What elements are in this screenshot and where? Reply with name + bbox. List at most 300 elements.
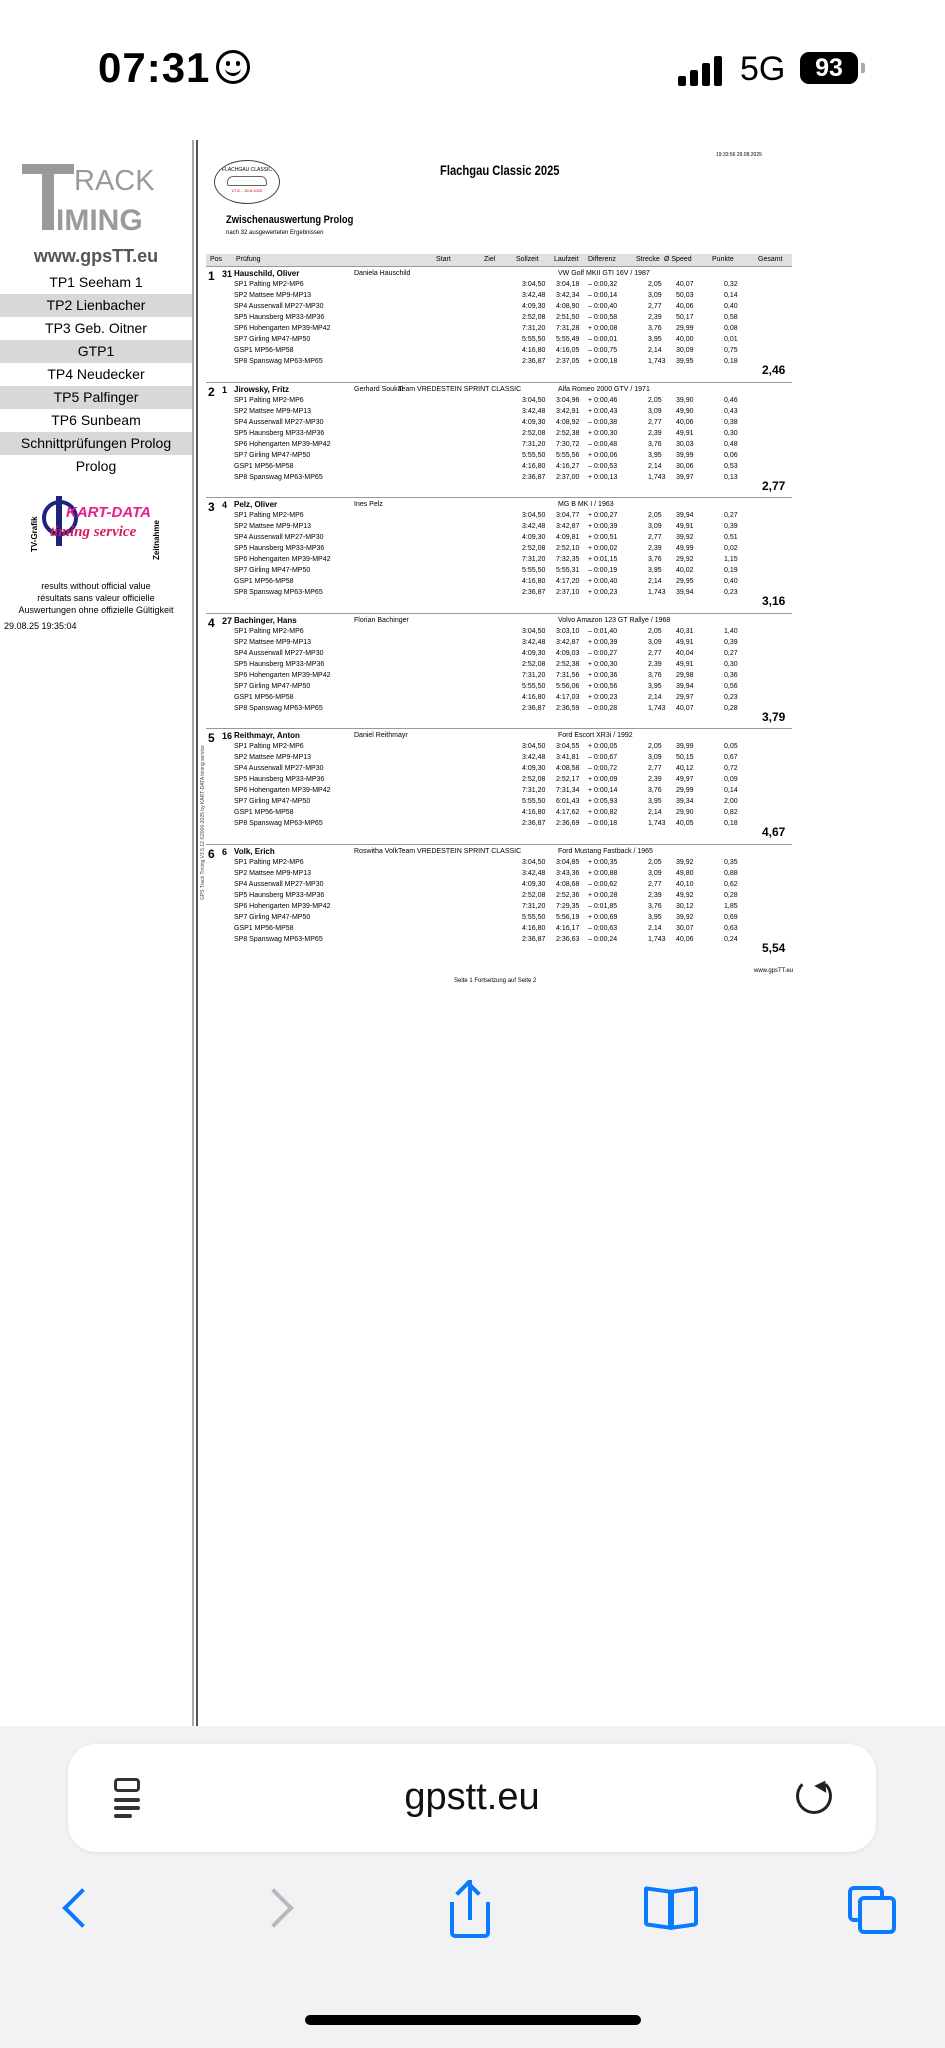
distance: 2,77 bbox=[648, 534, 662, 541]
run-time: 3:43,36 bbox=[556, 870, 580, 877]
avg-speed: 39,94 bbox=[676, 683, 694, 690]
difference: + 0:00,88 bbox=[588, 870, 618, 877]
entry-position: 1 bbox=[208, 269, 215, 283]
codriver-name: Daniel Reithmayr bbox=[354, 732, 408, 739]
clock: 07:31 bbox=[98, 44, 250, 92]
target-time: 2:52,08 bbox=[522, 776, 546, 783]
target-time: 2:36,87 bbox=[522, 358, 546, 365]
stage-name: SP7 Girling MP47-MP50 bbox=[234, 452, 311, 459]
avg-speed: 29,92 bbox=[676, 556, 694, 563]
note-line: Auswertungen ohne offizielle Gültigkeit bbox=[18, 605, 174, 615]
stage-name: GSP1 MP56-MP58 bbox=[234, 463, 294, 470]
stage-name: SP2 Mattsee MP9-MP13 bbox=[234, 639, 312, 646]
difference: – 0:00,14 bbox=[588, 292, 618, 299]
run-time: 7:31,28 bbox=[556, 325, 580, 332]
avg-speed: 40,07 bbox=[676, 705, 694, 712]
kart-data-logo bbox=[0, 492, 192, 572]
network-label: 5G bbox=[740, 50, 786, 88]
stage-row bbox=[234, 533, 794, 544]
target-time: 3:04,50 bbox=[522, 743, 546, 750]
stage-row bbox=[234, 302, 794, 313]
target-time: 5:55,50 bbox=[522, 567, 546, 574]
run-time: 5:55,31 bbox=[556, 567, 580, 574]
stage-row bbox=[234, 511, 794, 522]
distance: 3,76 bbox=[648, 325, 662, 332]
run-time: 4:17,20 bbox=[556, 578, 580, 585]
avg-speed: 39,97 bbox=[676, 474, 694, 481]
sidebar-item-6[interactable]: TP6 Sunbeam bbox=[51, 412, 141, 428]
avg-speed: 40,02 bbox=[676, 567, 694, 574]
difference: – 0:00,19 bbox=[588, 567, 618, 574]
target-time: 3:42,48 bbox=[522, 870, 546, 877]
col-laufzeit: Laufzeit bbox=[554, 256, 579, 263]
stage-name: SP2 Mattsee MP9-MP13 bbox=[234, 870, 312, 877]
stage-row bbox=[234, 462, 794, 473]
col-ziel: Ziel bbox=[484, 256, 496, 263]
distance: 3,95 bbox=[648, 336, 662, 343]
run-time: 2:37,10 bbox=[556, 589, 580, 596]
stage-name: SP2 Mattsee MP9-MP13 bbox=[234, 754, 312, 761]
target-time: 3:42,48 bbox=[522, 639, 546, 646]
points: 0,14 bbox=[724, 292, 738, 299]
target-time: 2:36,87 bbox=[522, 936, 546, 943]
difference: + 0:00,30 bbox=[588, 430, 618, 437]
distance: 3,09 bbox=[648, 639, 662, 646]
run-time: 2:51,50 bbox=[556, 314, 580, 321]
points: 0,38 bbox=[724, 419, 738, 426]
difference: + 0:00,30 bbox=[588, 661, 618, 668]
stage-name: SP5 Haunsberg MP33-MP36 bbox=[234, 545, 325, 552]
distance: 3,09 bbox=[648, 408, 662, 415]
entry-position: 2 bbox=[208, 385, 215, 399]
difference: + 0:00,43 bbox=[588, 408, 618, 415]
points: 0,18 bbox=[724, 358, 738, 365]
target-time: 3:04,50 bbox=[522, 512, 546, 519]
avg-speed: 29,95 bbox=[676, 578, 694, 585]
target-time: 3:04,50 bbox=[522, 628, 546, 635]
target-time: 4:09,30 bbox=[522, 303, 546, 310]
stage-name: SP8 Spanswag MP63-MP65 bbox=[234, 358, 323, 365]
sidebar bbox=[0, 140, 192, 631]
avg-speed: 30,09 bbox=[676, 347, 694, 354]
entry-position: 6 bbox=[208, 847, 215, 861]
stage-name: SP6 Hohengarten MP39-MP42 bbox=[234, 787, 331, 794]
difference: + 0:00,09 bbox=[588, 776, 618, 783]
points: 2,00 bbox=[724, 798, 738, 805]
avg-speed: 40,06 bbox=[676, 419, 694, 426]
back-button[interactable] bbox=[52, 1880, 122, 1950]
col-strecke: Strecke bbox=[636, 256, 660, 263]
points: 0,67 bbox=[724, 754, 738, 761]
distance: 2,77 bbox=[648, 765, 662, 772]
stage-row bbox=[234, 544, 794, 555]
sidebar-item-7[interactable]: Schnittprüfungen Prolog bbox=[0, 432, 192, 455]
stage-row bbox=[234, 682, 794, 693]
target-time: 4:16,80 bbox=[522, 925, 546, 932]
run-time: 3:04,85 bbox=[556, 859, 580, 866]
vertical-copyright: GPS Track Timing V3.5.12 ©2006-2025 by KART-DATA timing service bbox=[200, 745, 206, 900]
avg-speed: 30,12 bbox=[676, 903, 694, 910]
stage-name: SP7 Girling MP47-MP50 bbox=[234, 683, 311, 690]
points: 0,88 bbox=[724, 870, 738, 877]
run-time: 3:42,87 bbox=[556, 639, 580, 646]
car-name: Volvo Amazon 123 GT Rallye / 1968 bbox=[558, 617, 671, 624]
points: 0,56 bbox=[724, 683, 738, 690]
avg-speed: 30,07 bbox=[676, 925, 694, 932]
avg-speed: 40,04 bbox=[676, 650, 694, 657]
codriver-name: Ines Pelz bbox=[354, 501, 383, 508]
stage-name: SP4 Ausserwall MP27-MP30 bbox=[234, 881, 324, 888]
run-time: 3:42,34 bbox=[556, 292, 580, 299]
note-line: résultats sans valeur officielle bbox=[37, 593, 155, 603]
doc-subnote: nach 32 ausgewerteten Ergebnissen bbox=[226, 230, 324, 236]
avg-speed: 39,92 bbox=[676, 859, 694, 866]
points: 0,27 bbox=[724, 650, 738, 657]
target-time: 4:09,30 bbox=[522, 534, 546, 541]
stage-row bbox=[234, 418, 794, 429]
points: 0,58 bbox=[724, 314, 738, 321]
col-punkte: Punkte bbox=[712, 256, 734, 263]
target-time: 2:52,08 bbox=[522, 545, 546, 552]
distance: 2,77 bbox=[648, 881, 662, 888]
distance: 3,76 bbox=[648, 556, 662, 563]
stage-name: SP1 Palting MP2-MP6 bbox=[234, 512, 304, 519]
doc-subtitle: Zwischenauswertung Prolog bbox=[226, 214, 354, 226]
col-differenz: Differenz bbox=[588, 256, 616, 263]
points: 0,08 bbox=[724, 325, 738, 332]
run-time: 2:36,59 bbox=[556, 705, 580, 712]
result-entry bbox=[206, 382, 792, 498]
target-time: 4:16,80 bbox=[522, 578, 546, 585]
stage-row bbox=[234, 440, 794, 451]
avg-speed: 49,91 bbox=[676, 430, 694, 437]
run-time: 4:17,62 bbox=[556, 809, 580, 816]
distance: 1,743 bbox=[648, 936, 666, 943]
run-time: 3:42,87 bbox=[556, 523, 580, 530]
difference: – 0:00,75 bbox=[588, 347, 618, 354]
target-time: 4:09,30 bbox=[522, 419, 546, 426]
target-time: 4:16,80 bbox=[522, 463, 546, 470]
event-title: Flachgau Classic 2025 bbox=[440, 162, 560, 178]
stage-name: SP5 Haunsberg MP33-MP36 bbox=[234, 892, 325, 899]
reload-icon[interactable] bbox=[796, 1778, 832, 1814]
points: 0,27 bbox=[724, 512, 738, 519]
target-time: 2:36,87 bbox=[522, 589, 546, 596]
avg-speed: 39,95 bbox=[676, 358, 694, 365]
run-time: 7:32,35 bbox=[556, 556, 580, 563]
entry-total: 2,46 bbox=[762, 363, 786, 377]
difference: – 0:00,18 bbox=[588, 820, 618, 827]
logo-track: RACK bbox=[74, 165, 155, 197]
target-time: 2:36,87 bbox=[522, 705, 546, 712]
stage-row bbox=[234, 588, 794, 599]
distance: 2,77 bbox=[648, 303, 662, 310]
car-name: Ford Escort XR3i / 1992 bbox=[558, 732, 633, 739]
difference: – 0:00,48 bbox=[588, 441, 618, 448]
stage-name: SP6 Hohengarten MP39-MP42 bbox=[234, 556, 331, 563]
distance: 2,05 bbox=[648, 281, 662, 288]
sidebar-item-4[interactable]: TP4 Neudecker bbox=[47, 366, 145, 382]
points: 0,30 bbox=[724, 430, 738, 437]
run-time: 7:31,34 bbox=[556, 787, 580, 794]
distance: 3,76 bbox=[648, 903, 662, 910]
stage-row bbox=[234, 764, 794, 775]
team-name: Team VREDESTEIN SPRINT CLASSIC bbox=[398, 848, 522, 855]
driver-name: Pelz, Oliver bbox=[234, 500, 278, 509]
target-time: 4:16,80 bbox=[522, 694, 546, 701]
distance: 2,14 bbox=[648, 925, 662, 932]
distance: 3,95 bbox=[648, 914, 662, 921]
target-time: 3:42,48 bbox=[522, 523, 546, 530]
stage-row bbox=[234, 797, 794, 808]
difference: + 0:05,93 bbox=[588, 798, 618, 805]
sidebar-item-3[interactable]: GTP1 bbox=[0, 340, 192, 363]
difference: + 0:00,18 bbox=[588, 358, 618, 365]
points: 0,51 bbox=[724, 534, 738, 541]
points: 0,30 bbox=[724, 661, 738, 668]
kart-right-label: Zeitnahme bbox=[152, 519, 161, 560]
stage-row bbox=[234, 786, 794, 797]
col-pruefung: Prüfung bbox=[236, 256, 261, 263]
run-time: 3:04,96 bbox=[556, 397, 580, 404]
difference: + 0:00,27 bbox=[588, 512, 618, 519]
target-time: 4:09,30 bbox=[522, 765, 546, 772]
avg-speed: 39,92 bbox=[676, 534, 694, 541]
avg-speed: 40,06 bbox=[676, 303, 694, 310]
stage-name: SP8 Spanswag MP63-MP65 bbox=[234, 589, 323, 596]
points: 0,69 bbox=[724, 914, 738, 921]
avg-speed: 39,99 bbox=[676, 743, 694, 750]
stage-row bbox=[234, 577, 794, 588]
difference: + 0:00,69 bbox=[588, 914, 618, 921]
difference: + 0:00,23 bbox=[588, 589, 618, 596]
run-time: 2:37,05 bbox=[556, 358, 580, 365]
stage-name: SP4 Ausserwall MP27-MP30 bbox=[234, 650, 324, 657]
target-time: 2:52,08 bbox=[522, 314, 546, 321]
difference: + 0:00,39 bbox=[588, 523, 618, 530]
distance: 2,77 bbox=[648, 419, 662, 426]
run-time: 3:42,91 bbox=[556, 408, 580, 415]
distance: 2,39 bbox=[648, 545, 662, 552]
avg-speed: 39,90 bbox=[676, 397, 694, 404]
difference: + 0:00,23 bbox=[588, 694, 618, 701]
stage-row bbox=[234, 396, 794, 407]
stage-name: SP7 Girling MP47-MP50 bbox=[234, 914, 311, 921]
points: 0,39 bbox=[724, 639, 738, 646]
avg-speed: 49,97 bbox=[676, 776, 694, 783]
target-time: 5:55,50 bbox=[522, 683, 546, 690]
stage-row bbox=[234, 753, 794, 764]
difference: + 0:00,02 bbox=[588, 545, 618, 552]
stage-name: SP5 Haunsberg MP33-MP36 bbox=[234, 661, 325, 668]
stage-row bbox=[234, 555, 794, 566]
difference: + 0:00,28 bbox=[588, 892, 618, 899]
stage-row bbox=[234, 819, 794, 830]
points: 0,40 bbox=[724, 303, 738, 310]
points: 1,85 bbox=[724, 903, 738, 910]
distance: 1,743 bbox=[648, 589, 666, 596]
stage-name: SP1 Palting MP2-MP6 bbox=[234, 397, 304, 404]
difference: – 0:00,01 bbox=[588, 336, 618, 343]
car-name: MG B MK I / 1963 bbox=[558, 501, 614, 508]
stage-row bbox=[234, 693, 794, 704]
points: 0,43 bbox=[724, 408, 738, 415]
points: 0,53 bbox=[724, 463, 738, 470]
avg-speed: 40,07 bbox=[676, 281, 694, 288]
difference: – 0:00,72 bbox=[588, 765, 618, 772]
run-time: 2:37,00 bbox=[556, 474, 580, 481]
run-time: 4:09,81 bbox=[556, 534, 580, 541]
entry-start-number: 16 bbox=[222, 731, 233, 741]
entry-total: 5,54 bbox=[762, 941, 786, 955]
points: 0,39 bbox=[724, 523, 738, 530]
stage-row bbox=[234, 742, 794, 753]
difference: + 0:00,35 bbox=[588, 859, 618, 866]
sidebar-item-0[interactable]: TP1 Seeham 1 bbox=[49, 274, 143, 290]
points: 0,01 bbox=[724, 336, 738, 343]
car-name: VW Golf MKII GTI 16V / 1987 bbox=[558, 270, 650, 277]
website-link[interactable]: www.gpsTT.eu bbox=[33, 246, 159, 266]
kart-sub: timing service bbox=[50, 524, 137, 540]
stage-name: SP4 Ausserwall MP27-MP30 bbox=[234, 419, 324, 426]
address-bar[interactable] bbox=[68, 1744, 876, 1852]
points: 0,46 bbox=[724, 397, 738, 404]
difference: + 0:00,51 bbox=[588, 534, 618, 541]
distance: 2,05 bbox=[648, 512, 662, 519]
run-time: 2:52,17 bbox=[556, 776, 580, 783]
stage-name: SP5 Haunsberg MP33-MP36 bbox=[234, 430, 325, 437]
sidebar-item-1[interactable]: TP2 Lienbacher bbox=[0, 294, 192, 317]
difference: – 0:01,85 bbox=[588, 903, 618, 910]
stage-row bbox=[234, 913, 794, 924]
col-start: Start bbox=[436, 256, 451, 263]
distance: 2,14 bbox=[648, 809, 662, 816]
distance: 2,39 bbox=[648, 892, 662, 899]
stage-row bbox=[234, 775, 794, 786]
difference: + 0:00,46 bbox=[588, 397, 618, 404]
run-time: 5:55,56 bbox=[556, 452, 580, 459]
run-time: 2:52,10 bbox=[556, 545, 580, 552]
target-time: 7:31,20 bbox=[522, 787, 546, 794]
run-time: 4:16,05 bbox=[556, 347, 580, 354]
run-time: 2:36,63 bbox=[556, 936, 580, 943]
points: 0,32 bbox=[724, 281, 738, 288]
stage-name: SP4 Ausserwall MP27-MP30 bbox=[234, 303, 324, 310]
stage-row bbox=[234, 935, 794, 946]
target-time: 7:31,20 bbox=[522, 672, 546, 679]
run-time: 4:16,17 bbox=[556, 925, 580, 932]
target-time: 3:42,48 bbox=[522, 408, 546, 415]
stage-row bbox=[234, 902, 794, 913]
run-time: 4:08,68 bbox=[556, 881, 580, 888]
difference: + 0:00,08 bbox=[588, 325, 618, 332]
stage-row bbox=[234, 324, 794, 335]
difference: – 0:00,27 bbox=[588, 650, 618, 657]
bookmarks-icon[interactable] bbox=[640, 1880, 710, 1950]
stage-row bbox=[234, 291, 794, 302]
frame-divider[interactable] bbox=[192, 140, 198, 1726]
points: 0,82 bbox=[724, 809, 738, 816]
avg-speed: 40,12 bbox=[676, 765, 694, 772]
home-indicator bbox=[305, 2015, 641, 2025]
target-time: 4:16,80 bbox=[522, 347, 546, 354]
stage-row bbox=[234, 280, 794, 291]
url-text[interactable]: gpstt.eu bbox=[404, 1776, 540, 1818]
share-icon[interactable] bbox=[440, 1880, 510, 1950]
target-time: 4:09,30 bbox=[522, 650, 546, 657]
avg-speed: 29,99 bbox=[676, 325, 694, 332]
points: 0,23 bbox=[724, 694, 738, 701]
run-time: 3:04,77 bbox=[556, 512, 580, 519]
distance: 3,76 bbox=[648, 441, 662, 448]
results-document bbox=[200, 140, 804, 1726]
run-time: 4:16,27 bbox=[556, 463, 580, 470]
result-entry bbox=[206, 613, 792, 729]
target-time: 4:09,30 bbox=[522, 881, 546, 888]
target-time: 7:31,20 bbox=[522, 325, 546, 332]
stage-row bbox=[234, 429, 794, 440]
run-time: 4:08,58 bbox=[556, 765, 580, 772]
stage-name: SP8 Spanswag MP63-MP65 bbox=[234, 820, 323, 827]
driver-name: Volk, Erich bbox=[234, 847, 275, 856]
points: 1,15 bbox=[724, 556, 738, 563]
target-time: 2:52,08 bbox=[522, 892, 546, 899]
avg-speed: 39,94 bbox=[676, 589, 694, 596]
points: 0,28 bbox=[724, 705, 738, 712]
distance: 3,09 bbox=[648, 754, 662, 761]
entry-position: 4 bbox=[208, 616, 215, 630]
points: 0,36 bbox=[724, 672, 738, 679]
points: 0,13 bbox=[724, 474, 738, 481]
stage-name: SP1 Palting MP2-MP6 bbox=[234, 743, 304, 750]
distance: 2,39 bbox=[648, 776, 662, 783]
logo-timing: IMING bbox=[56, 204, 143, 237]
kart-left-label: TV-Grafik bbox=[30, 516, 39, 552]
stage-row bbox=[234, 891, 794, 902]
forward-button[interactable] bbox=[250, 1880, 320, 1950]
target-time: 7:31,20 bbox=[522, 556, 546, 563]
points: 0,14 bbox=[724, 787, 738, 794]
difference: + 0:00,40 bbox=[588, 578, 618, 585]
distance: 2,77 bbox=[648, 650, 662, 657]
stage-name: SP8 Spanswag MP63-MP65 bbox=[234, 936, 323, 943]
entry-total: 4,67 bbox=[762, 825, 786, 839]
avg-speed: 29,98 bbox=[676, 672, 694, 679]
stage-row bbox=[234, 704, 794, 715]
difference: + 0:00,56 bbox=[588, 683, 618, 690]
entry-total: 3,79 bbox=[762, 710, 786, 724]
entry-start-number: 31 bbox=[222, 269, 233, 279]
sidebar-item-2[interactable]: TP3 Geb. Oitner bbox=[45, 320, 147, 336]
avg-speed: 49,91 bbox=[676, 639, 694, 646]
kart-title: KART-DATA bbox=[66, 504, 151, 521]
sidebar-item-5[interactable]: TP5 Palfinger bbox=[0, 386, 192, 409]
battery-icon: 93 bbox=[800, 52, 858, 84]
sidebar-item-8[interactable]: Prolog bbox=[75, 458, 117, 474]
stage-row bbox=[234, 924, 794, 935]
difference: – 0:00,53 bbox=[588, 463, 618, 470]
avg-speed: 50,17 bbox=[676, 314, 694, 321]
target-time: 7:31,20 bbox=[522, 903, 546, 910]
stage-name: GSP1 MP56-MP58 bbox=[234, 578, 294, 585]
points: 0,19 bbox=[724, 567, 738, 574]
tabs-icon[interactable] bbox=[842, 1880, 912, 1950]
avg-speed: 49,91 bbox=[676, 523, 694, 530]
entry-total: 2,77 bbox=[762, 479, 786, 493]
avg-speed: 39,34 bbox=[676, 798, 694, 805]
points: 1,40 bbox=[724, 628, 738, 635]
avg-speed: 49,90 bbox=[676, 408, 694, 415]
